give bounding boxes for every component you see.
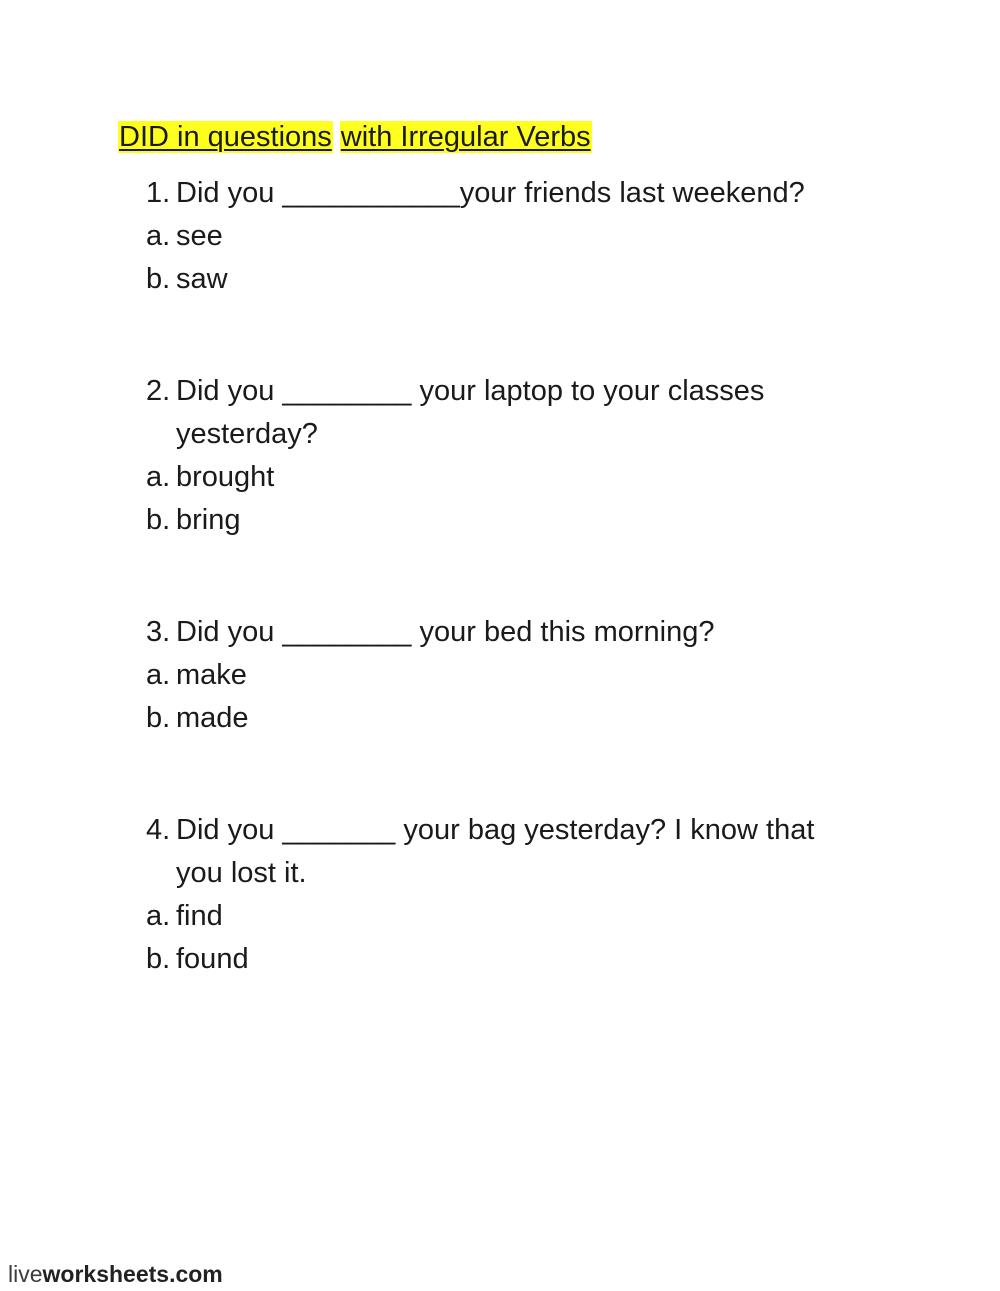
question-text: Did you _______ your bag yesterday? I know that: [176, 814, 815, 846]
question-text: Did you ________ your bed this morning?: [176, 616, 715, 648]
logo-bold-text: worksheets: [42, 1261, 170, 1287]
option-text: saw: [176, 263, 228, 295]
option-text: see: [176, 220, 223, 252]
option-label: b.: [146, 943, 171, 975]
option-label: a.: [146, 461, 171, 493]
option-label: a.: [146, 220, 171, 252]
option-a[interactable]: [146, 654, 714, 697]
option-text: found: [176, 943, 249, 975]
title-highlight-1: DID in questions: [119, 121, 332, 153]
option-b[interactable]: [146, 697, 714, 740]
question-3: [146, 611, 714, 740]
liveworksheets-logo: [8, 1259, 223, 1289]
question-4: [146, 809, 814, 981]
option-text: brought: [176, 461, 275, 493]
option-b[interactable]: [146, 499, 764, 542]
question-number: 3.: [146, 616, 171, 648]
question-line: [146, 370, 764, 413]
option-b[interactable]: [146, 938, 814, 981]
option-label: b.: [146, 504, 171, 536]
option-a[interactable]: [146, 215, 805, 258]
question-line: [146, 611, 714, 654]
title-highlight-2: with Irregular Verbs: [340, 121, 591, 153]
option-text: find: [176, 900, 223, 932]
option-label: b.: [146, 263, 171, 295]
option-label: b.: [146, 702, 171, 734]
option-text: made: [176, 702, 249, 734]
question-text-continued: you lost it.: [176, 857, 307, 889]
question-number: 2.: [146, 375, 171, 407]
option-label: a.: [146, 659, 171, 691]
question-number: 1.: [146, 177, 171, 209]
question-text: Did you ___________your friends last weekend?: [176, 177, 805, 209]
option-a[interactable]: [146, 895, 814, 938]
question-text-continued: yesterday?: [176, 418, 318, 450]
question-2: [146, 370, 764, 542]
option-a[interactable]: [146, 456, 764, 499]
option-text: make: [176, 659, 247, 691]
option-text: bring: [176, 504, 241, 536]
question-line: [146, 172, 805, 215]
option-label: a.: [146, 900, 171, 932]
option-b[interactable]: [146, 258, 805, 301]
question-text: Did you ________ your laptop to your classes: [176, 375, 765, 407]
question-1: [146, 172, 805, 301]
question-number: 4.: [146, 814, 171, 846]
logo-tld-text: .com: [169, 1261, 223, 1287]
logo-light-text: live: [8, 1261, 43, 1287]
question-line: [146, 809, 814, 852]
worksheet-title: [118, 118, 592, 156]
